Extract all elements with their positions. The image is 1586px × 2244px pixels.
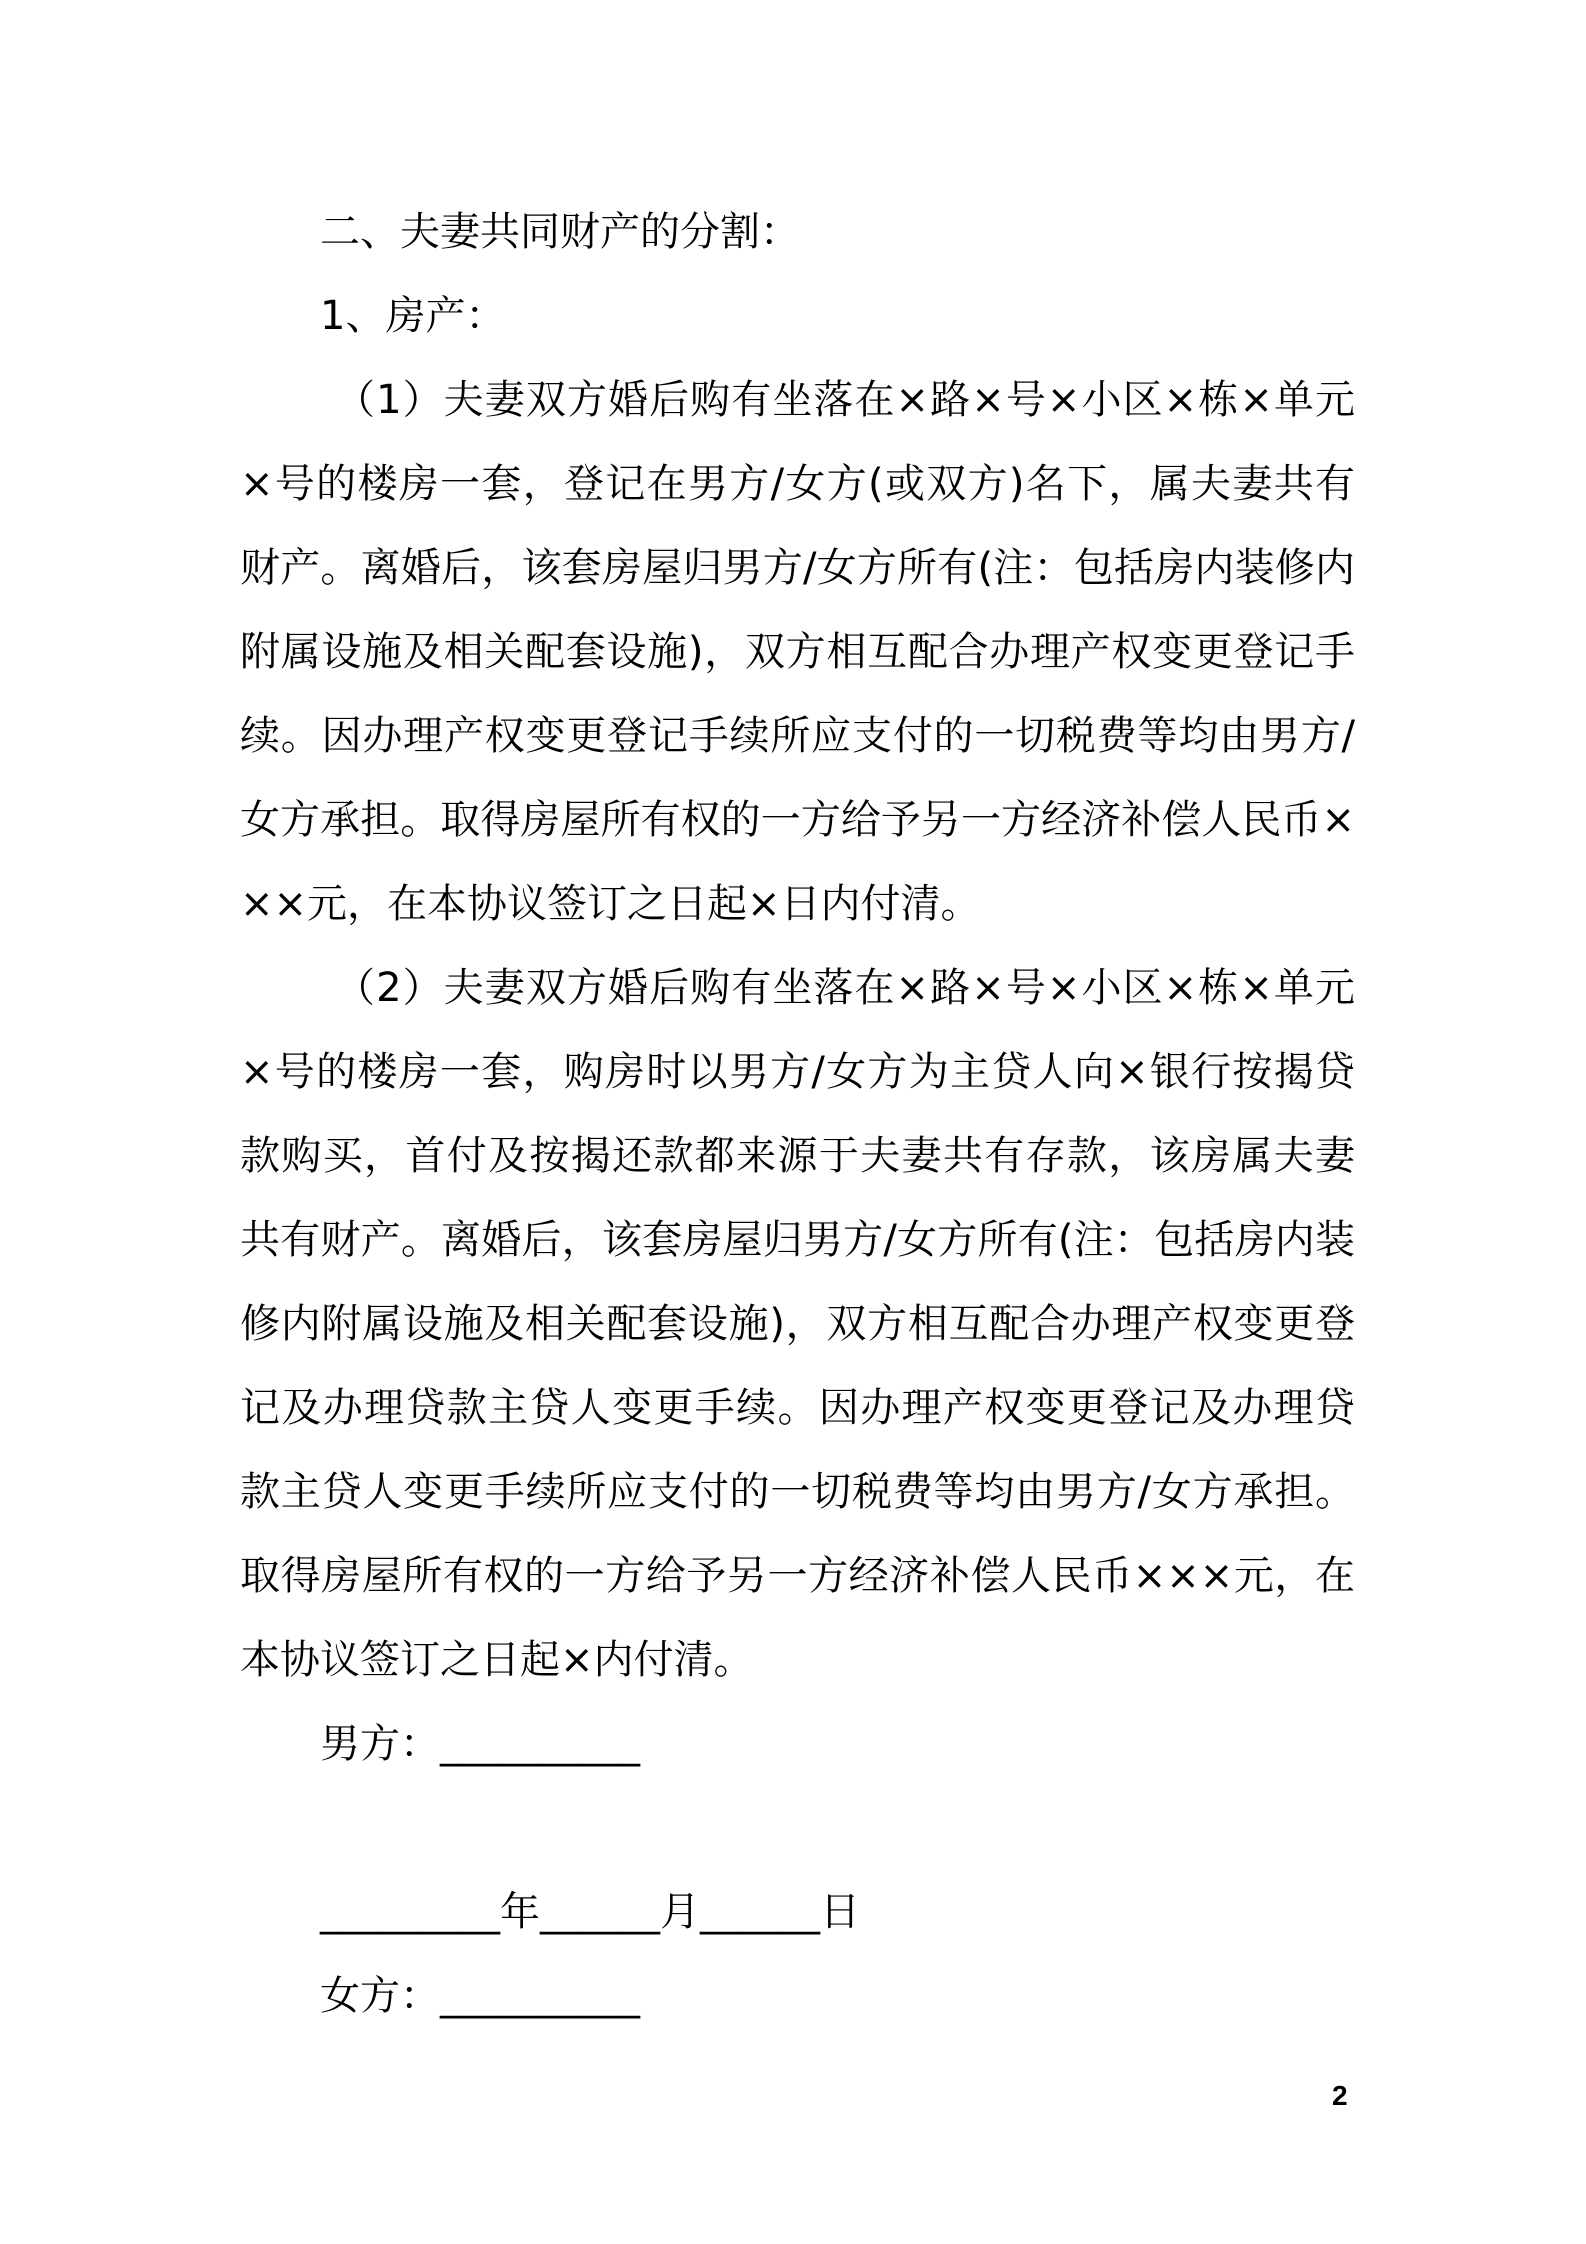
document-body (240, 190, 1355, 2038)
paragraph-house-2: （2）夫妻双方婚后购有坐落在×路×号×小区×栋×单元×号的楼房一套，购房时以男方/女方为主贷人向×银行按揭贷款购买，首付及按揭还款都来源于夫妻共有存款，该房属夫妻共有财产。离婚后，该套房屋归男方/女方所有(注：包括房内装修内附属设施及相关配套设施)，双方相互配合办理产权变更登记及办理贷款主贷人变更手续。因办理产权变更登记及办理贷款主贷人变更手续所应支付的一切税费等均由男方/女方承担。取得房屋所有权的一方给予另一方经济补偿人民币×××元，在本协议签订之日起×内付清。 (240, 965, 1355, 1683)
section-heading: 二、夫妻共同财产的分割： (320, 209, 800, 255)
male-signature-line: 男方：__________ (320, 1721, 640, 1767)
date-line: _________年______月______日 (320, 1889, 860, 1935)
spacer (240, 1786, 1355, 1870)
paragraph-house-1: （1）夫妻双方婚后购有坐落在×路×号×小区×栋×单元×号的楼房一套，登记在男方/女方(或双方)名下，属夫妻共有财产。离婚后，该套房屋归男方/女方所有(注：包括房内装修内附属设施及相关配套设施)，双方相互配合办理产权变更登记手续。因办理产权变更登记手续所应支付的一切税费等均由男方/女方承担。取得房屋所有权的一方给予另一方经济补偿人民币×××元，在本协议签订之日起×日内付清。 (240, 377, 1355, 927)
subheading-property: 1、房产： (320, 293, 506, 339)
page-number: 2 (1332, 2080, 1348, 2111)
female-signature-line: 女方：__________ (320, 1973, 640, 2019)
